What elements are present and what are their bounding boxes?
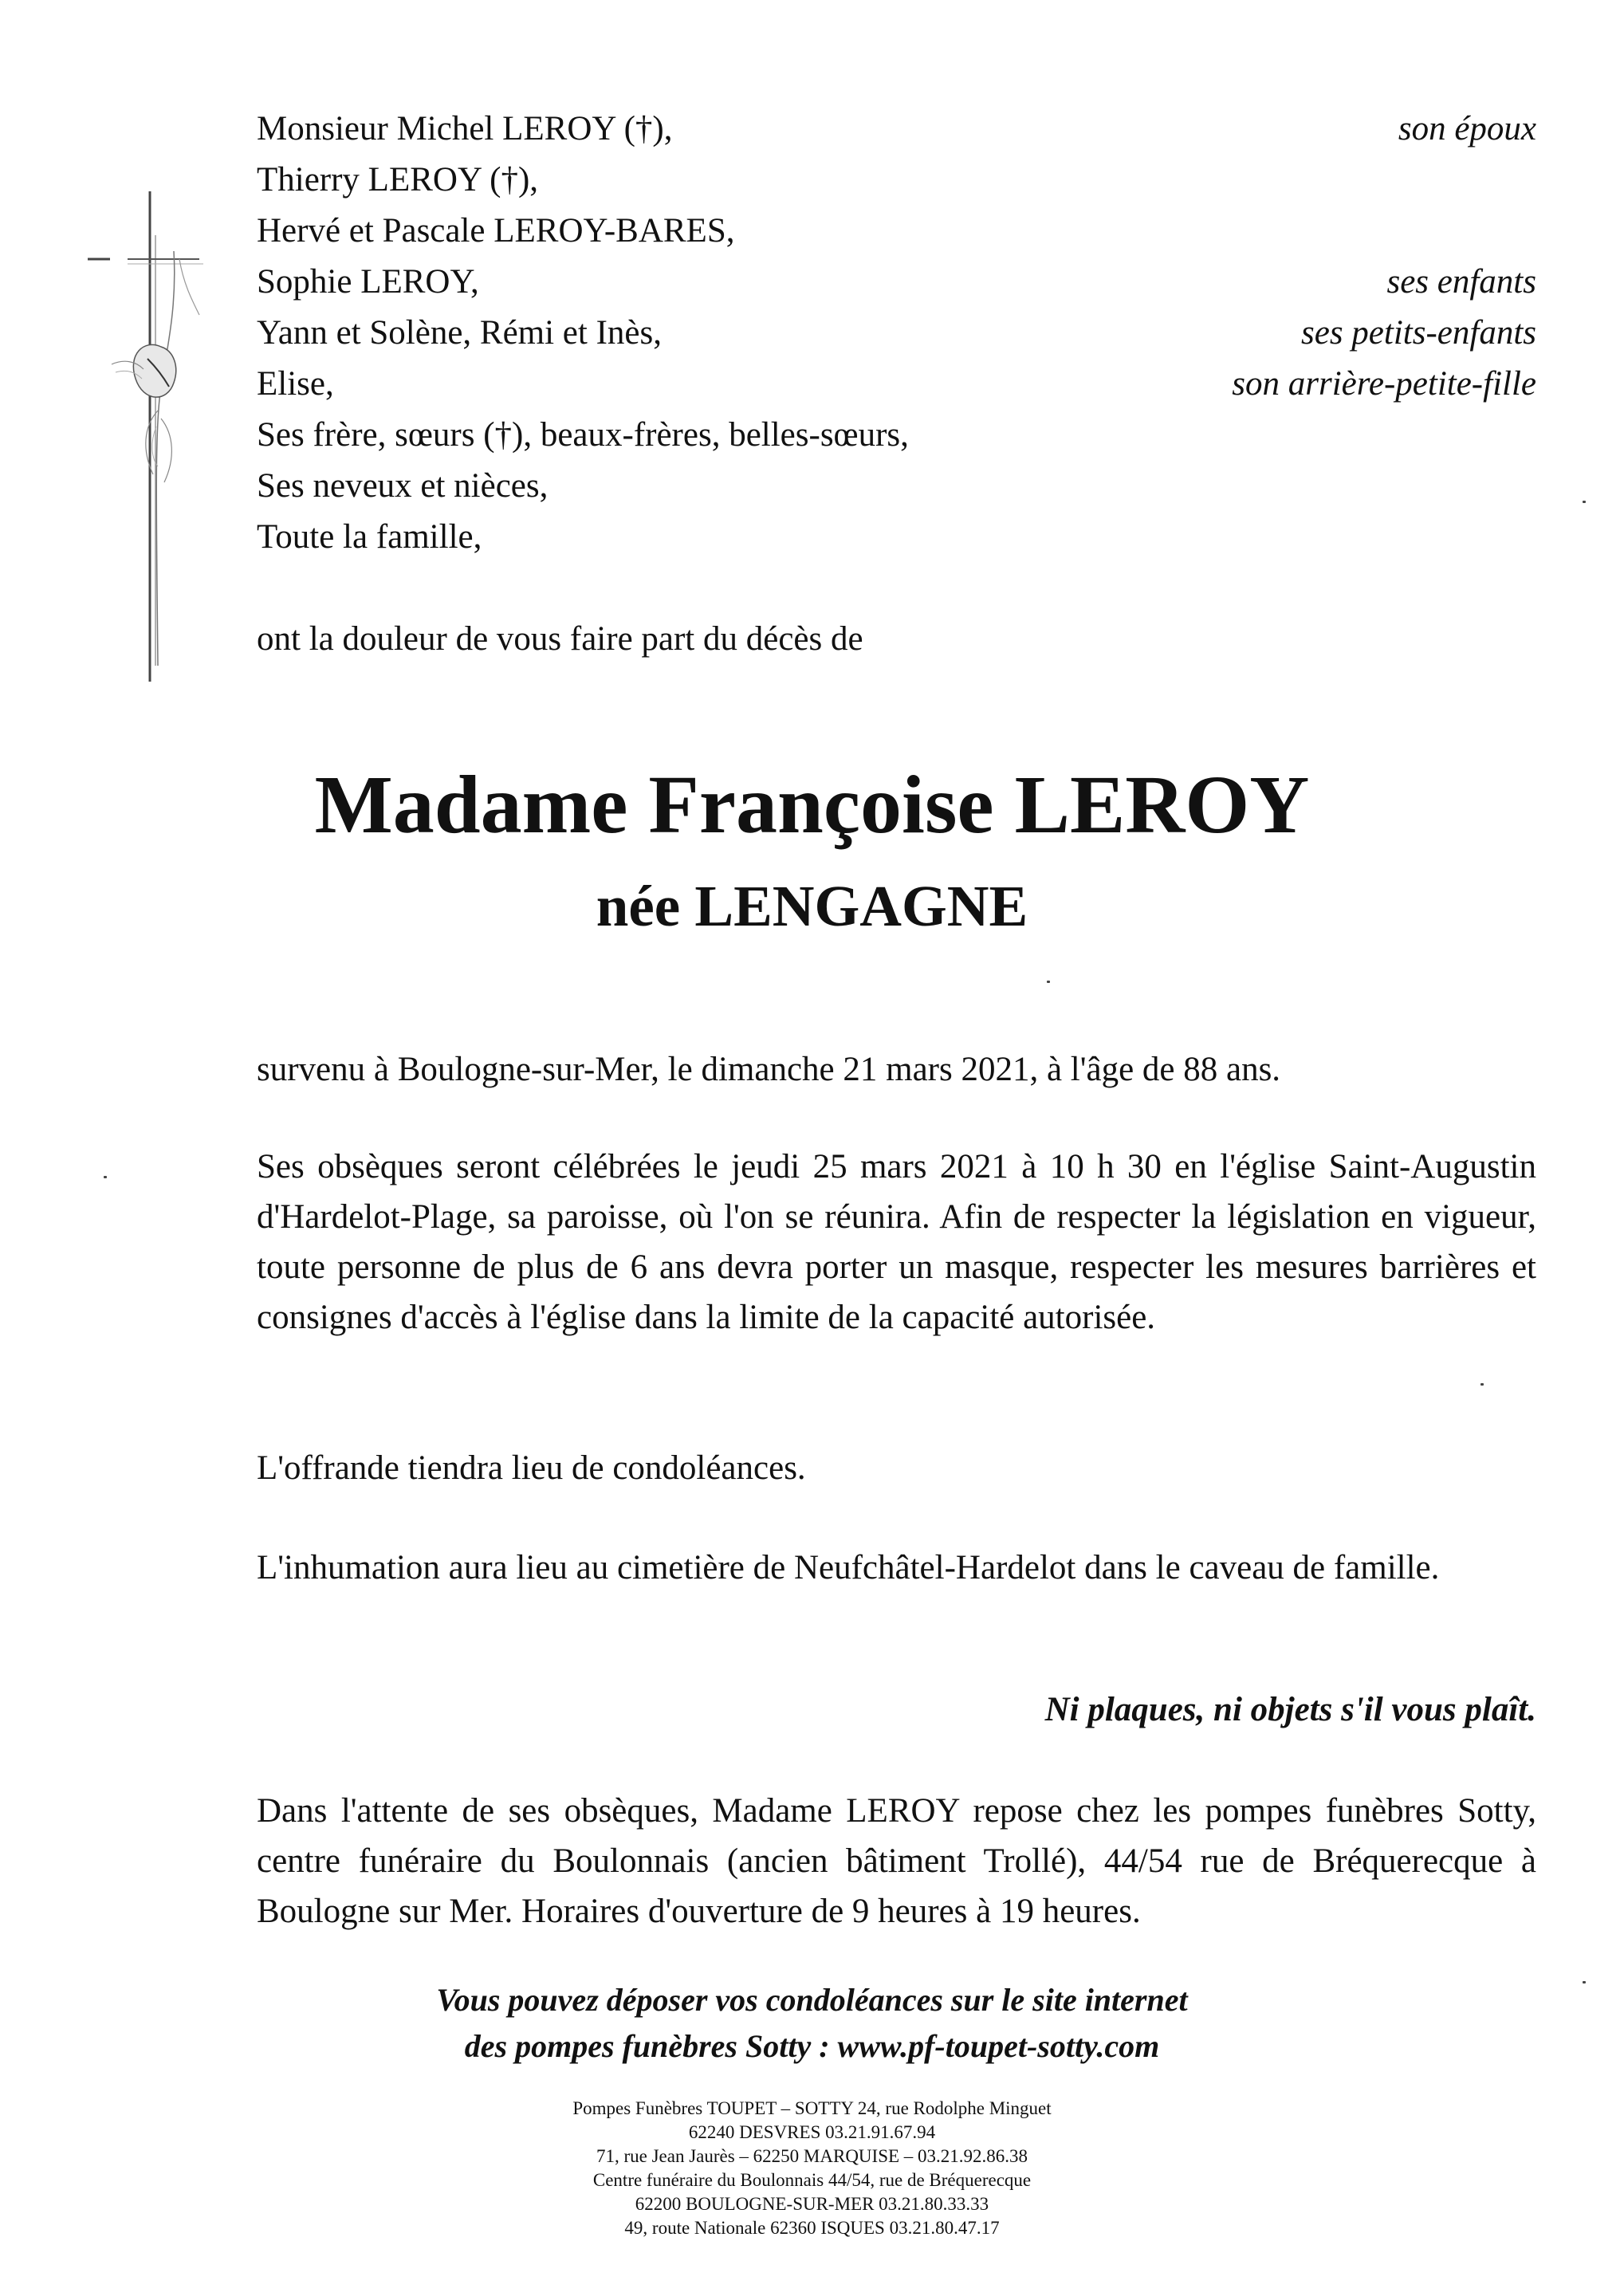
relation-enfants: ses enfants [1386, 263, 1536, 301]
scan-speck [104, 1176, 107, 1178]
burial-paragraph: L'inhumation aura lieu au cimetière de Neufchâtel-Hardelot dans le caveau de famille. [257, 1549, 1440, 1586]
announcement: ont la douleur de vous faire part du décès de [257, 620, 863, 658]
family-line: Ses neveux et nièces, [257, 467, 549, 505]
family-line: Thierry LEROY (†), [257, 161, 539, 199]
scan-speck [1480, 1383, 1484, 1386]
scan-speck [1583, 501, 1586, 503]
condolences-website-line[interactable]: des pompes funèbres Sotty : www.pf-toupet-sotty.com [464, 2028, 1160, 2064]
family-line: Sophie LEROY, [257, 263, 479, 301]
deceased-maiden-name: née LENGAGNE [596, 874, 1028, 938]
condolences-block [0, 1977, 1624, 2070]
footer-line: 71, rue Jean Jaurès – 62250 MARQUISE – 03.21.92.86.38 [596, 2146, 1028, 2166]
footer-line: 62240 DESVRES 03.21.91.67.94 [688, 2122, 936, 2142]
footer-line: Centre funéraire du Boulonnais 44/54, rue de Bréquerecque [592, 2170, 1032, 2190]
footer-line: Pompes Funèbres TOUPET – SOTTY 24, rue Rodolphe Minguet [572, 2098, 1052, 2118]
family-line: Toute la famille, [257, 518, 482, 556]
offering-paragraph: L'offrande tiendra lieu de condoléances. [257, 1449, 806, 1487]
footer-line: 49, route Nationale 62360 ISQUES 03.21.80.47.17 [624, 2218, 1000, 2238]
family-line: Hervé et Pascale LEROY-BARES, [257, 212, 735, 250]
scan-speck [1047, 981, 1050, 983]
relation-arriere-petite-fille: son arrière-petite-fille [1232, 365, 1536, 403]
rest-paragraph: Dans l'attente de ses obsèques, Madame LEROY repose chez les pompes funèbres Sotty, centre funéraire du Boulonnais (ancien bâtiment Trollé), 44/54 rue de Bréquerecque à Boulogne sur Mer. Horaires d'ouverture de 9 heures à 19 heures. [257, 1792, 1536, 1930]
scan-speck [1583, 1981, 1586, 1983]
family-line: Monsieur Michel LEROY (†), [257, 110, 673, 147]
relation-petits-enfants: ses petits-enfants [1301, 314, 1536, 352]
deceased-name: Madame Françoise LEROY [314, 759, 1310, 851]
family-line: Ses frère, sœurs (†), beaux-frères, belles-sœurs, [257, 416, 909, 454]
family-list [257, 104, 909, 563]
family-line: Yann et Solène, Rémi et Inès, [257, 314, 662, 352]
death-paragraph: survenu à Boulogne-sur-Mer, le dimanche 21 mars 2021, à l'âge de 88 ans. [257, 1051, 1281, 1088]
footer-contacts [0, 2097, 1624, 2240]
footer-line: 62200 BOULOGNE-SUR-MER 03.21.80.33.33 [635, 2194, 989, 2214]
condolences-line-1: Vous pouvez déposer vos condoléances sur le site internet [436, 1982, 1188, 2018]
funeral-paragraph: Ses obsèques seront célébrées le jeudi 25 mars 2021 à 10 h 30 en l'église Saint-Augustin d'Hardelot-Plage, sa paroisse, où l'on se réunira. Afin de respecter la législation en vigueur, toute personne de plus de 6 ans devra porter un masque, respecter les mesures barrières et consignes d'accès à l'église dans la limite de la capacité autorisée. [257, 1148, 1536, 1336]
relation-epoux: son époux [1398, 110, 1536, 147]
no-flowers-note: Ni plaques, ni objets s'il vous plaît. [1044, 1691, 1536, 1728]
cross-with-lily-icon [80, 187, 223, 690]
family-line: Elise, [257, 365, 334, 403]
